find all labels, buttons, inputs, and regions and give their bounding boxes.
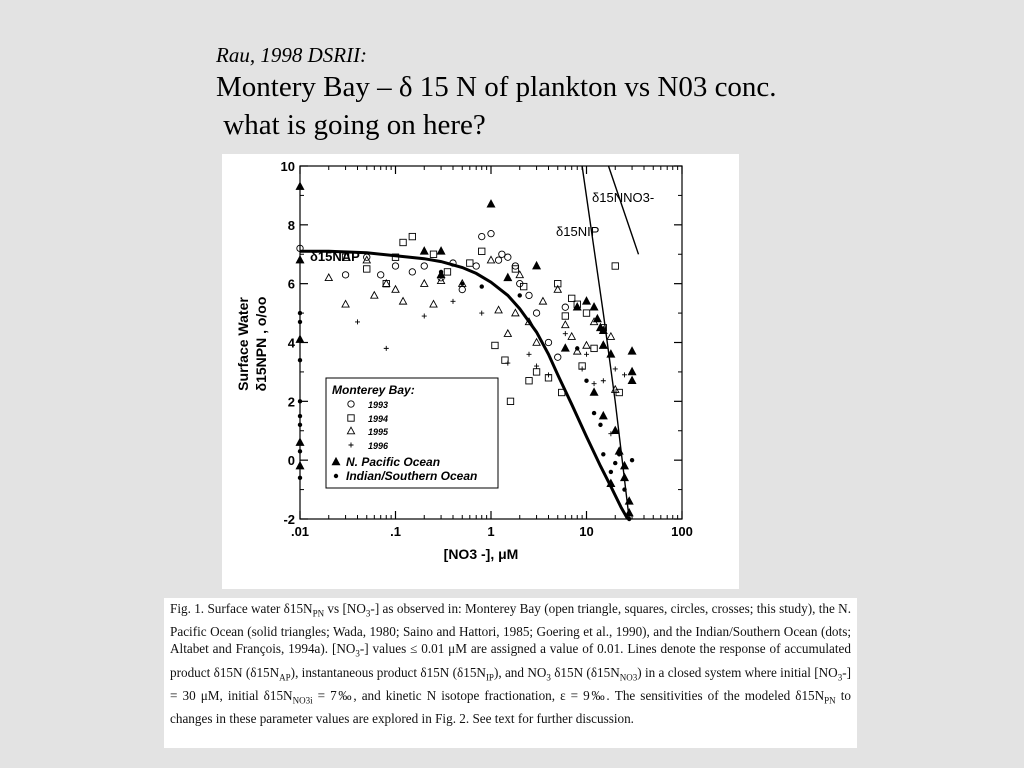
data-point-cross [613, 366, 618, 371]
data-point-cross [527, 352, 532, 357]
data-point-circle [421, 263, 427, 269]
data-point-filled-triangle [296, 438, 304, 446]
data-point-dot [598, 423, 602, 427]
caption-segment: Surface water δ15N [207, 601, 313, 616]
x-tick-label: 100 [671, 524, 693, 539]
data-point-triangle [392, 286, 399, 293]
data-point-square [430, 251, 436, 257]
data-point-filled-triangle [296, 256, 304, 264]
y-tick-label: 4 [287, 335, 295, 351]
data-point-filled-triangle [625, 509, 633, 517]
data-point-triangle [371, 292, 378, 299]
caption-fig-label: Fig. 1. [170, 601, 208, 616]
caption-segment: = 7‰, and kinetic N isotope fractionation, ε = 9‰. The sensitivities of the modeled δ15N [312, 687, 825, 703]
data-point-filled-triangle [583, 297, 591, 305]
data-point-dot [609, 470, 613, 474]
slide-title: Montery Bay – δ 15 N of plankton vs N03 conc. [216, 71, 777, 103]
data-point-filled-triangle [487, 200, 495, 208]
data-point-circle [459, 286, 465, 292]
data-point-filled-triangle [296, 335, 304, 343]
data-point-circle [533, 310, 539, 316]
data-point-square [444, 269, 450, 275]
data-point-circle [499, 251, 505, 257]
caption-segment: -] as observed in: Monterey Bay (open triangle, squares, circles, crosses; this study), the N. Pacific Ocean (solid triangles; Wada, 1980; Saino and Hattori, 1985; Goering et al., 1990), and the Indian/Southern Ocean (dots; Altabet and François, 1994a). [NO [170, 601, 851, 657]
data-point-filled-triangle [296, 462, 304, 470]
legend-symbol-dot [334, 474, 338, 478]
data-point-square [507, 398, 513, 404]
data-point-circle [392, 263, 398, 269]
data-point-cross [563, 331, 568, 336]
data-point-dot [627, 517, 631, 521]
legend [326, 378, 498, 488]
data-point-filled-triangle [296, 182, 304, 190]
x-tick-label: .1 [390, 524, 401, 539]
y-tick-labels [281, 159, 296, 527]
data-point-circle [495, 257, 501, 263]
data-point-dot [439, 270, 443, 274]
y-axis-label-line1: Surface Water [235, 297, 251, 391]
caption-subscript: AP [279, 672, 291, 683]
data-point-dot [298, 449, 302, 453]
y-tick-label: 10 [280, 159, 295, 174]
data-point-dot [480, 284, 484, 288]
caption-segment: -] values ≤ 0.01 μM are assigned a value of 0.01. Lines denote the response of accumulated product δ15N (δ15N [170, 641, 851, 680]
caption-subscript: PN [312, 608, 325, 619]
y-tick-label: -2 [283, 512, 295, 527]
data-point-triangle [487, 256, 494, 263]
curve-label-accumulated: δ15NAP [310, 249, 360, 264]
caption-subscript: NO3 [619, 672, 638, 683]
y-tick-label: 8 [287, 217, 295, 233]
data-point-filled-triangle [561, 344, 569, 352]
data-point-cross [355, 319, 360, 324]
data-point-triangle [512, 309, 519, 316]
curve-label-nitrate: δ15NNO3- [592, 190, 655, 205]
data-point-circle [562, 304, 568, 310]
slide-title-block [216, 42, 777, 144]
data-point-triangle [562, 321, 569, 328]
y-tick-label: 2 [287, 394, 295, 410]
data-point-triangle [421, 280, 428, 287]
data-point-dot [575, 346, 579, 350]
legend-label: 1996 [368, 441, 389, 451]
caption-subscript: PN [824, 695, 836, 706]
data-point-dot [518, 293, 522, 297]
scatter-chart [222, 154, 739, 589]
model-line-nitrate [609, 166, 639, 254]
data-point-filled-triangle [621, 462, 629, 470]
data-point-circle [526, 292, 532, 298]
data-point-square [492, 342, 498, 348]
data-point-circle [555, 354, 561, 360]
data-point-dot [298, 414, 302, 418]
data-point-cross [384, 346, 389, 351]
data-point-cross [546, 372, 551, 377]
data-point-triangle [504, 330, 511, 337]
data-point-square [562, 313, 568, 319]
y-axis-label-line2: δ15NPN , o/oo [253, 296, 269, 392]
data-point-cross [584, 352, 589, 357]
data-point-filled-triangle [437, 247, 445, 255]
data-point-filled-triangle [628, 347, 636, 355]
caption-segment: ) in a closed system where initial [NO [637, 664, 838, 680]
legend-title: Monterey Bay: [332, 383, 415, 397]
caption-subscript: IP [485, 672, 494, 683]
data-point-triangle [342, 300, 349, 307]
data-point-dot [584, 379, 588, 383]
x-tick-label: .01 [290, 524, 310, 539]
citation: Rau, 1998 DSRII: [216, 43, 368, 67]
data-point-square [533, 369, 539, 375]
data-point-dot [298, 358, 302, 362]
data-point-square [502, 357, 508, 363]
data-point-dot [460, 281, 464, 285]
legend-label: 1995 [368, 427, 389, 437]
data-point-filled-triangle [628, 376, 636, 384]
data-point-filled-triangle [599, 341, 607, 349]
caption-segment: to changes in these parameter values are explored in Fig. 2. See text for further discussion. [170, 687, 851, 726]
data-point-cross [622, 372, 627, 377]
data-point-cross [592, 381, 597, 386]
data-point-filled-triangle [621, 473, 629, 481]
data-point-square [526, 378, 532, 384]
caption-segment: ), and NO [493, 664, 547, 680]
data-point-dot [298, 320, 302, 324]
data-point-circle [473, 263, 479, 269]
data-point-dot [617, 452, 621, 456]
data-point-square [612, 263, 618, 269]
data-point-dot [622, 487, 626, 491]
legend-label: 1993 [368, 400, 389, 410]
data-point-triangle [325, 274, 332, 281]
curve-label-instantaneous: δ15NIP [556, 224, 600, 239]
slide-subtitle: what is going on here? [216, 109, 486, 141]
data-point-circle [342, 272, 348, 278]
data-point-dot [601, 452, 605, 456]
data-point-circle [545, 339, 551, 345]
data-point-cross [534, 364, 539, 369]
x-axis-label: [NO3 -], μM [443, 546, 519, 562]
caption-text [170, 600, 851, 727]
data-point-square [583, 310, 589, 316]
data-point-triangle [539, 298, 546, 305]
data-point-dot [298, 311, 302, 315]
data-point-filled-triangle [504, 273, 512, 281]
caption-subscript: 3 [355, 649, 360, 660]
data-point-square [364, 266, 370, 272]
data-point-dot [298, 399, 302, 403]
data-point-circle [409, 269, 415, 275]
figure-panel [222, 154, 739, 589]
data-point-cross [450, 299, 455, 304]
data-point-cross [479, 311, 484, 316]
data-point-square [400, 239, 406, 245]
x-tick-labels [291, 524, 693, 539]
data-point-triangle [568, 333, 575, 340]
data-point-triangle [430, 300, 437, 307]
data-point-dot [298, 423, 302, 427]
legend-label: N. Pacific Ocean [346, 455, 441, 469]
data-point-circle [479, 233, 485, 239]
data-point-filled-triangle [628, 367, 636, 375]
data-point-square [591, 345, 597, 351]
caption-segment: -] = 30 μM, initial δ15N [170, 664, 851, 703]
data-point-cross [505, 361, 510, 366]
data-point-square [467, 260, 473, 266]
data-point-filled-triangle [590, 388, 598, 396]
caption-subscript: NO3i [292, 695, 313, 706]
y-tick-label: 0 [287, 453, 295, 469]
data-point-square [409, 233, 415, 239]
data-point-circle [488, 230, 494, 236]
caption-subscript: 3 [837, 672, 843, 683]
data-point-dot [613, 461, 617, 465]
data-point-triangle [583, 342, 590, 349]
caption-segment: ), instantaneous product δ15N (δ15N [290, 664, 486, 680]
data-point-filled-triangle [599, 412, 607, 420]
data-point-circle [505, 254, 511, 260]
legend-label: 1994 [368, 414, 389, 424]
caption-segment: δ15N (δ15N [550, 664, 620, 680]
y-tick-label: 6 [287, 276, 295, 292]
caption-subscript: 3 [546, 672, 551, 683]
data-point-circle [378, 272, 384, 278]
legend-label: Indian/Southern Ocean [346, 469, 478, 483]
data-point-dot [630, 458, 634, 462]
caption-subscript: 3 [365, 608, 371, 619]
data-point-cross [580, 366, 585, 371]
data-point-triangle [399, 298, 406, 305]
x-tick-label: 10 [579, 524, 594, 539]
data-point-dot [592, 411, 596, 415]
data-point-dot [298, 476, 302, 480]
data-point-triangle [495, 306, 502, 313]
data-point-cross [422, 314, 427, 319]
data-point-filled-triangle [420, 247, 428, 255]
data-point-filled-triangle [590, 303, 598, 311]
data-point-triangle [607, 333, 614, 340]
data-point-square [479, 248, 485, 254]
figure-caption [164, 598, 857, 748]
data-point-cross [601, 378, 606, 383]
data-point-filled-triangle [533, 262, 541, 270]
caption-segment: vs [NO [324, 601, 366, 616]
x-tick-label: 1 [487, 524, 495, 539]
